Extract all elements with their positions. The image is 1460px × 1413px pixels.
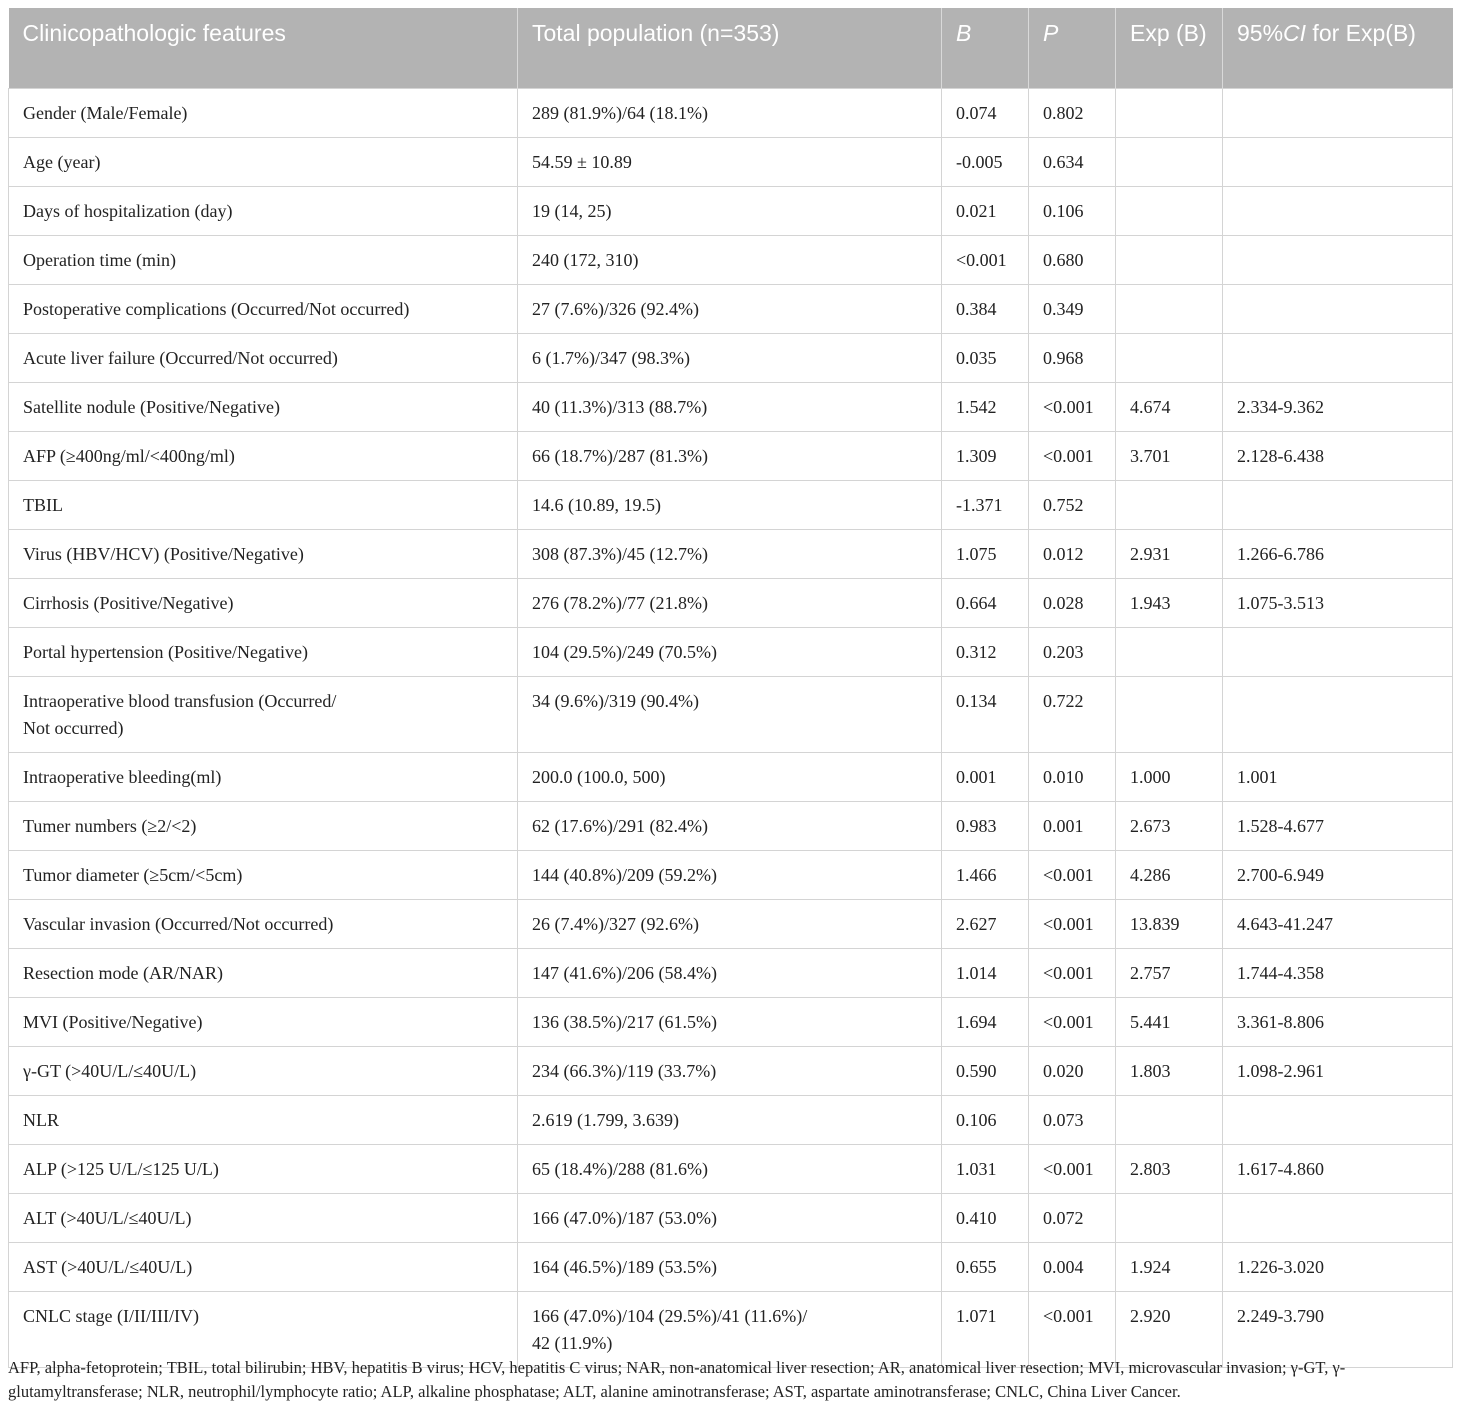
cell-b: 1.014	[942, 948, 1029, 997]
cell-total-population: 144 (40.8%)/209 (59.2%)	[518, 850, 942, 899]
cell-exp-b	[1116, 284, 1223, 333]
cell-b: 1.309	[942, 431, 1029, 480]
cell-ci: 1.744-4.358	[1223, 948, 1453, 997]
cell-total-population: 2.619 (1.799, 3.639)	[518, 1095, 942, 1144]
cell-b: -1.371	[942, 480, 1029, 529]
cell-total-population: 166 (47.0%)/104 (29.5%)/41 (11.6%)/ 42 (11.9%)	[518, 1291, 942, 1367]
cell-total-population: 234 (66.3%)/119 (33.7%)	[518, 1046, 942, 1095]
cell-ci: 2.334-9.362	[1223, 382, 1453, 431]
cell-exp-b: 2.673	[1116, 801, 1223, 850]
cell-total-population: 166 (47.0%)/187 (53.0%)	[518, 1193, 942, 1242]
cell-total-population: 26 (7.4%)/327 (92.6%)	[518, 899, 942, 948]
table-row	[9, 88, 1453, 137]
cell-exp-b	[1116, 1095, 1223, 1144]
cell-p: 0.010	[1029, 752, 1116, 801]
cell-p: 0.106	[1029, 186, 1116, 235]
cell-exp-b: 2.803	[1116, 1144, 1223, 1193]
cell-p: 0.028	[1029, 578, 1116, 627]
cell-ci: 1.226-3.020	[1223, 1242, 1453, 1291]
cell-ci: 3.361-8.806	[1223, 997, 1453, 1046]
cell-p: 0.968	[1029, 333, 1116, 382]
cell-exp-b	[1116, 235, 1223, 284]
table-row	[9, 1095, 1453, 1144]
cell-p: 0.004	[1029, 1242, 1116, 1291]
cell-exp-b: 1.803	[1116, 1046, 1223, 1095]
cell-b: 0.590	[942, 1046, 1029, 1095]
cell-exp-b	[1116, 186, 1223, 235]
cell-total-population: 308 (87.3%)/45 (12.7%)	[518, 529, 942, 578]
cell-total-population: 27 (7.6%)/326 (92.4%)	[518, 284, 942, 333]
cell-feature: Operation time (min)	[9, 235, 518, 284]
table-row	[9, 578, 1453, 627]
cell-ci: 4.643-41.247	[1223, 899, 1453, 948]
cell-p: 0.349	[1029, 284, 1116, 333]
cell-b: <0.001	[942, 235, 1029, 284]
cell-b: 0.983	[942, 801, 1029, 850]
table-row	[9, 850, 1453, 899]
table-row	[9, 235, 1453, 284]
cell-b: 1.694	[942, 997, 1029, 1046]
cell-feature: γ-GT (>40U/L/≤40U/L)	[9, 1046, 518, 1095]
cell-feature: Resection mode (AR/NAR)	[9, 948, 518, 997]
cell-feature: Postoperative complications (Occurred/Not occurred)	[9, 284, 518, 333]
table-row	[9, 333, 1453, 382]
cell-feature: Acute liver failure (Occurred/Not occurred)	[9, 333, 518, 382]
table-row	[9, 899, 1453, 948]
cell-ci	[1223, 284, 1453, 333]
cell-exp-b: 3.701	[1116, 431, 1223, 480]
cell-ci: 1.617-4.860	[1223, 1144, 1453, 1193]
cell-ci	[1223, 676, 1453, 752]
cell-total-population: 54.59 ± 10.89	[518, 137, 942, 186]
cell-ci	[1223, 88, 1453, 137]
cell-total-population: 19 (14, 25)	[518, 186, 942, 235]
cell-total-population: 164 (46.5%)/189 (53.5%)	[518, 1242, 942, 1291]
cell-ci	[1223, 480, 1453, 529]
cell-feature: Satellite nodule (Positive/Negative)	[9, 382, 518, 431]
cell-b: 0.074	[942, 88, 1029, 137]
cell-feature: ALT (>40U/L/≤40U/L)	[9, 1193, 518, 1242]
cell-total-population: 276 (78.2%)/77 (21.8%)	[518, 578, 942, 627]
cell-exp-b: 2.920	[1116, 1291, 1223, 1367]
cell-exp-b: 2.757	[1116, 948, 1223, 997]
cell-p: 0.802	[1029, 88, 1116, 137]
cell-exp-b: 2.931	[1116, 529, 1223, 578]
cell-b: 0.655	[942, 1242, 1029, 1291]
cell-b: 1.542	[942, 382, 1029, 431]
cell-exp-b: 4.674	[1116, 382, 1223, 431]
cell-b: 1.075	[942, 529, 1029, 578]
cell-exp-b: 1.000	[1116, 752, 1223, 801]
cell-feature: Vascular invasion (Occurred/Not occurred)	[9, 899, 518, 948]
cell-p: <0.001	[1029, 431, 1116, 480]
cell-total-population: 200.0 (100.0, 500)	[518, 752, 942, 801]
cell-exp-b	[1116, 1193, 1223, 1242]
header-b: B	[942, 8, 1029, 88]
cell-ci	[1223, 627, 1453, 676]
cell-total-population: 6 (1.7%)/347 (98.3%)	[518, 333, 942, 382]
cell-ci: 1.266-6.786	[1223, 529, 1453, 578]
cell-b: -0.005	[942, 137, 1029, 186]
cell-b: 0.021	[942, 186, 1029, 235]
table-row	[9, 752, 1453, 801]
cell-total-population: 65 (18.4%)/288 (81.6%)	[518, 1144, 942, 1193]
clinicopathologic-table	[8, 8, 1453, 1368]
cell-feature: ALP (>125 U/L/≤125 U/L)	[9, 1144, 518, 1193]
cell-b: 0.106	[942, 1095, 1029, 1144]
cell-ci: 1.528-4.677	[1223, 801, 1453, 850]
cell-feature: Portal hypertension (Positive/Negative)	[9, 627, 518, 676]
cell-b: 1.071	[942, 1291, 1029, 1367]
cell-ci: 1.075-3.513	[1223, 578, 1453, 627]
header-row	[9, 8, 1453, 88]
data-table-container	[8, 8, 1452, 1368]
cell-ci: 2.249-3.790	[1223, 1291, 1453, 1367]
header-ci-italic: CI	[1283, 20, 1307, 46]
table-row	[9, 186, 1453, 235]
cell-p: 0.752	[1029, 480, 1116, 529]
table-row	[9, 284, 1453, 333]
cell-total-population: 147 (41.6%)/206 (58.4%)	[518, 948, 942, 997]
cell-exp-b: 1.943	[1116, 578, 1223, 627]
table-row	[9, 480, 1453, 529]
cell-ci: 1.098-2.961	[1223, 1046, 1453, 1095]
cell-feature: AST (>40U/L/≤40U/L)	[9, 1242, 518, 1291]
cell-ci	[1223, 137, 1453, 186]
cell-b: 0.384	[942, 284, 1029, 333]
cell-p: 0.203	[1029, 627, 1116, 676]
header-features: Clinicopathologic features	[22, 20, 286, 46]
cell-feature: NLR	[9, 1095, 518, 1144]
cell-p: <0.001	[1029, 899, 1116, 948]
cell-b: 0.312	[942, 627, 1029, 676]
cell-p: <0.001	[1029, 382, 1116, 431]
cell-b: 0.035	[942, 333, 1029, 382]
cell-ci	[1223, 333, 1453, 382]
table-row	[9, 1242, 1453, 1291]
cell-exp-b: 13.839	[1116, 899, 1223, 948]
cell-p: 0.020	[1029, 1046, 1116, 1095]
cell-feature: Days of hospitalization (day)	[9, 186, 518, 235]
cell-feature: Virus (HBV/HCV) (Positive/Negative)	[9, 529, 518, 578]
cell-ci	[1223, 1095, 1453, 1144]
table-row	[9, 1193, 1453, 1242]
cell-p: 0.680	[1029, 235, 1116, 284]
cell-total-population: 289 (81.9%)/64 (18.1%)	[518, 88, 942, 137]
table-row	[9, 1144, 1453, 1193]
table-row	[9, 431, 1453, 480]
table-row	[9, 676, 1453, 752]
table-footnote: AFP, alpha-fetoprotein; TBIL, total bilirubin; HBV, hepatitis B virus; HCV, hepatitis C virus; NAR, non-anatomical liver resection; AR, anatomical liver resection; MVI, microvascular invasion; γ-GT, γ-glutamyltransferase; NLR, neutrophil/lymphocyte ratio; ALP, alkaline phosphatase; ALT, alanine aminotransferase; AST, aspartate aminotransferase; CNLC, China Liver Cancer.	[8, 1358, 1346, 1401]
cell-exp-b	[1116, 88, 1223, 137]
cell-feature: TBIL	[9, 480, 518, 529]
header-p: P	[1029, 8, 1116, 88]
cell-total-population: 104 (29.5%)/249 (70.5%)	[518, 627, 942, 676]
cell-p: 0.722	[1029, 676, 1116, 752]
cell-ci	[1223, 1193, 1453, 1242]
cell-feature: CNLC stage (I/II/III/IV)	[9, 1291, 518, 1367]
cell-b: 0.410	[942, 1193, 1029, 1242]
table-row	[9, 137, 1453, 186]
cell-total-population: 240 (172, 310)	[518, 235, 942, 284]
cell-b: 0.134	[942, 676, 1029, 752]
cell-feature: Gender (Male/Female)	[9, 88, 518, 137]
cell-total-population: 66 (18.7%)/287 (81.3%)	[518, 431, 942, 480]
cell-p: <0.001	[1029, 948, 1116, 997]
cell-feature: AFP (≥400ng/ml/<400ng/ml)	[9, 431, 518, 480]
cell-p: 0.634	[1029, 137, 1116, 186]
cell-ci: 2.128-6.438	[1223, 431, 1453, 480]
cell-feature: Intraoperative bleeding(ml)	[9, 752, 518, 801]
header-ci-suffix: for Exp(B)	[1306, 20, 1416, 46]
cell-b: 1.466	[942, 850, 1029, 899]
cell-total-population: 136 (38.5%)/217 (61.5%)	[518, 997, 942, 1046]
cell-ci	[1223, 235, 1453, 284]
cell-feature: Age (year)	[9, 137, 518, 186]
cell-total-population: 40 (11.3%)/313 (88.7%)	[518, 382, 942, 431]
cell-total-population: 34 (9.6%)/319 (90.4%)	[518, 676, 942, 752]
cell-exp-b	[1116, 676, 1223, 752]
cell-feature: MVI (Positive/Negative)	[9, 997, 518, 1046]
header-exp-b: Exp (B)	[1116, 8, 1223, 88]
table-row	[9, 529, 1453, 578]
cell-feature: Intraoperative blood transfusion (Occurred/ Not occurred)	[9, 676, 518, 752]
cell-b: 1.031	[942, 1144, 1029, 1193]
table-row	[9, 997, 1453, 1046]
cell-p: 0.012	[1029, 529, 1116, 578]
cell-feature: Tumor diameter (≥5cm/<5cm)	[9, 850, 518, 899]
table-row	[9, 627, 1453, 676]
cell-p: <0.001	[1029, 1291, 1116, 1367]
cell-b: 0.664	[942, 578, 1029, 627]
cell-exp-b	[1116, 480, 1223, 529]
cell-total-population: 14.6 (10.89, 19.5)	[518, 480, 942, 529]
table-body	[9, 88, 1453, 1367]
table-row	[9, 801, 1453, 850]
cell-b: 2.627	[942, 899, 1029, 948]
cell-ci: 1.001	[1223, 752, 1453, 801]
cell-exp-b: 4.286	[1116, 850, 1223, 899]
cell-p: 0.001	[1029, 801, 1116, 850]
header-ci	[1223, 8, 1453, 88]
cell-p: <0.001	[1029, 997, 1116, 1046]
cell-p: 0.072	[1029, 1193, 1116, 1242]
cell-exp-b	[1116, 137, 1223, 186]
cell-exp-b	[1116, 333, 1223, 382]
cell-exp-b: 5.441	[1116, 997, 1223, 1046]
table-row	[9, 382, 1453, 431]
header-ci-prefix: 95%	[1237, 20, 1284, 46]
cell-p: 0.073	[1029, 1095, 1116, 1144]
cell-feature: Cirrhosis (Positive/Negative)	[9, 578, 518, 627]
table-row	[9, 948, 1453, 997]
cell-ci: 2.700-6.949	[1223, 850, 1453, 899]
cell-p: <0.001	[1029, 1144, 1116, 1193]
table-row	[9, 1046, 1453, 1095]
cell-total-population: 62 (17.6%)/291 (82.4%)	[518, 801, 942, 850]
header-total-population: Total population (n=353)	[518, 8, 942, 88]
cell-exp-b: 1.924	[1116, 1242, 1223, 1291]
cell-feature: Tumer numbers (≥2/<2)	[9, 801, 518, 850]
table-header	[9, 8, 1453, 88]
cell-exp-b	[1116, 627, 1223, 676]
cell-ci	[1223, 186, 1453, 235]
cell-b: 0.001	[942, 752, 1029, 801]
cell-p: <0.001	[1029, 850, 1116, 899]
